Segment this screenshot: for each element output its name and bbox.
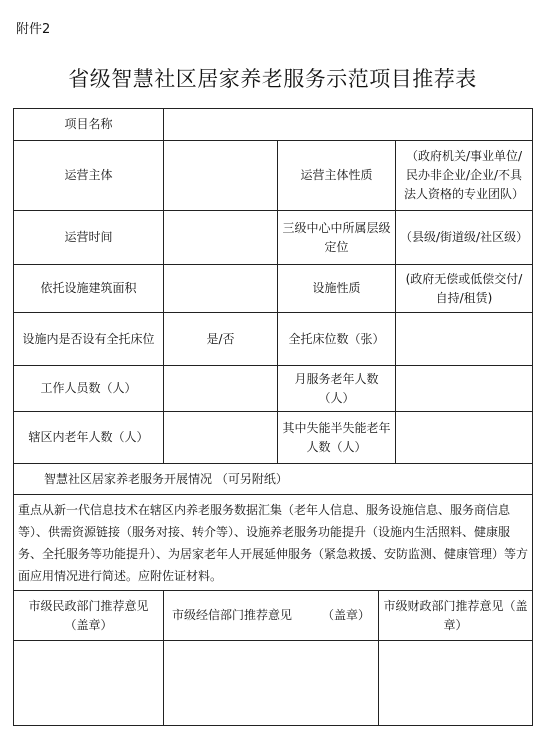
monthly-elderly-field[interactable] bbox=[396, 366, 533, 412]
operation-time-label: 运营时间 bbox=[14, 211, 164, 265]
operator-field[interactable] bbox=[164, 141, 278, 211]
center-level-options: （县级/街道级/社区级） bbox=[396, 211, 533, 265]
finance-opinion-field[interactable] bbox=[379, 641, 533, 726]
full-care-beds-label: 设施内是否设有全托床位 bbox=[14, 313, 164, 366]
project-name-field[interactable] bbox=[164, 109, 533, 141]
recommendation-form-table bbox=[13, 108, 533, 726]
staff-count-label: 工作人员数（人） bbox=[14, 366, 164, 412]
monthly-elderly-label: 月服务老年人数（人） bbox=[278, 366, 396, 412]
area-elderly-label: 辖区内老年人数（人） bbox=[14, 412, 164, 464]
operator-row bbox=[14, 141, 533, 211]
full-care-beds-count-label: 全托床位数（张） bbox=[278, 313, 396, 366]
operation-time-row bbox=[14, 211, 533, 265]
development-heading-row bbox=[14, 464, 533, 495]
project-name-row bbox=[14, 109, 533, 141]
disabled-elderly-label: 其中失能半失能老年人数（人） bbox=[278, 412, 396, 464]
center-level-label: 三级中心中所属层级定位 bbox=[278, 211, 396, 265]
operator-label: 运营主体 bbox=[14, 141, 164, 211]
operator-nature-options: （政府机关/事业单位/民办非企业/企业/不具法人资格的专业团队） bbox=[396, 141, 533, 211]
facility-nature-label: 设施性质 bbox=[278, 265, 396, 313]
staff-row bbox=[14, 366, 533, 412]
economy-it-opinion-label: 市级经信部门推荐意见 （盖章） bbox=[164, 591, 379, 641]
building-area-row bbox=[14, 265, 533, 313]
economy-it-opinion-field[interactable] bbox=[164, 641, 379, 726]
elderly-row bbox=[14, 412, 533, 464]
area-elderly-field[interactable] bbox=[164, 412, 278, 464]
operation-time-field[interactable] bbox=[164, 211, 278, 265]
staff-count-field[interactable] bbox=[164, 366, 278, 412]
yes-no-field[interactable]: 是/否 bbox=[164, 313, 278, 366]
civil-affairs-opinion-field[interactable] bbox=[14, 641, 164, 726]
disabled-elderly-field[interactable] bbox=[396, 412, 533, 464]
page-title: 省级智慧社区居家养老服务示范项目推荐表 bbox=[68, 67, 477, 91]
project-name-label: 项目名称 bbox=[14, 109, 164, 141]
full-care-beds-count-field[interactable] bbox=[396, 313, 533, 366]
full-care-beds-row bbox=[14, 313, 533, 366]
development-heading: 智慧社区居家养老服务开展情况 （可另附纸） bbox=[14, 464, 533, 495]
building-area-field[interactable] bbox=[164, 265, 278, 313]
attachment-label: 附件2 bbox=[16, 22, 51, 37]
building-area-label: 依托设施建筑面积 bbox=[14, 265, 164, 313]
finance-opinion-label: 市级财政部门推荐意见（盖章） bbox=[379, 591, 533, 641]
opinion-header-row bbox=[14, 591, 533, 641]
civil-affairs-opinion-label: 市级民政部门推荐意见（盖章） bbox=[14, 591, 164, 641]
opinion-body-row bbox=[14, 641, 533, 726]
operator-nature-label: 运营主体性质 bbox=[278, 141, 396, 211]
development-description[interactable]: 重点从新一代信息技术在辖区内养老服务数据汇集（老年人信息、服务设施信息、服务商信息等）、供需资源链接（服务对接、转介等）、设施养老服务功能提升（设施内生活照料、健康服务、全托服务等功能提升）、为居家老年人开展延伸服务（紧急救援、安防监测、健康管理）等方面应用情况进行简述。应附佐证材料。 bbox=[14, 495, 533, 591]
development-description-row bbox=[14, 495, 533, 591]
facility-nature-options: (政府无偿或低偿交付/自持/租赁) bbox=[396, 265, 533, 313]
